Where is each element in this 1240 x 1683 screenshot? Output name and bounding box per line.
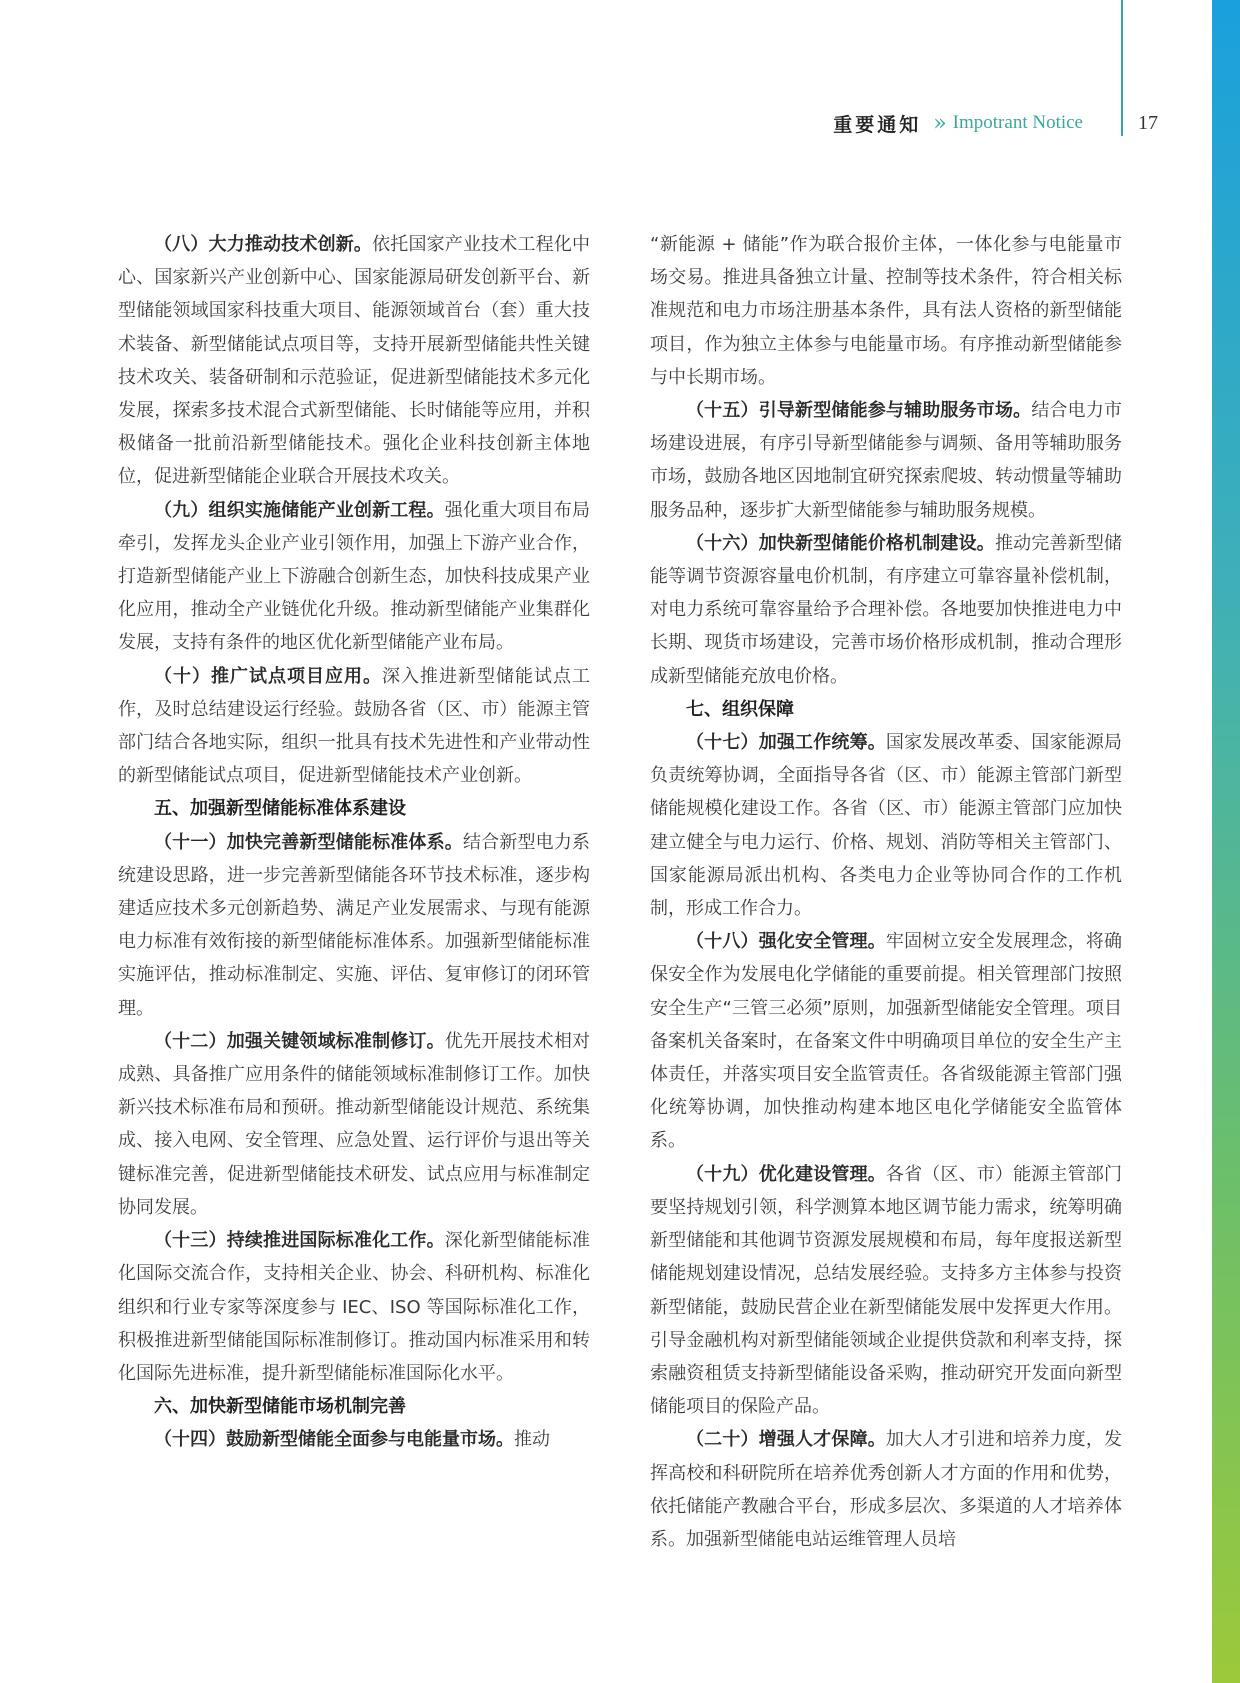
left-column: [118, 228, 590, 1457]
paragraph-text: 优先开展技术相对成熟、具备推广应用条件的储能领域标准制修订工作。加快新兴技术标准布局和预研。推动新型储能设计规范、系统集成、接入电网、安全管理、应急处置、运行评价与退出等关键标准完善，促进新型储能技术研发、试点应用与标准制定协同发展。: [118, 1030, 590, 1218]
paragraph-12: [118, 1025, 590, 1224]
paragraph-lead: （八）大力推动技术创新。: [154, 234, 373, 255]
paragraph-text: 推动完善新型储能等调节资源容量电价机制，有序建立可靠容量补偿机制，对电力系统可靠容量给予合理补偿。各地要加快推进电力中长期、现货市场建设，完善市场价格形成机制，推动合理形成新型储能充放电价格。: [650, 532, 1123, 687]
paragraph-text: 国家发展改革委、国家能源局负责统筹协调，全面指导各省（区、市）能源主管部门新型储能规模化建设工作。各省（区、市）能源主管部门应加快建立健全与电力运行、价格、规划、消防等相关主管部门、国家能源局派出机构、各类电力企业等协同合作的工作机制，形成工作合力。: [650, 732, 1123, 920]
paragraph-16: [650, 527, 1122, 693]
paragraph-lead: （九）组织实施储能产业创新工程。: [154, 499, 445, 521]
paragraph-lead: （十五）引导新型储能参与辅助服务市场。: [686, 400, 1032, 422]
paragraph-14-continued: “新能源 + 储能”作为联合报价主体，一体化参与电能量市场交易。推进具备独立计量、控制等技术条件，符合相关标准规范和电力市场注册基本条件，具有法人资格的新型储能项目，作为独立主体参与电能量市场。有序推动新型储能参与中长期市场。: [650, 234, 1122, 388]
paragraph-lead: （十四）鼓励新型储能全面参与电能量市场。: [154, 1429, 514, 1451]
section-heading-7: 七、组织保障: [686, 698, 794, 720]
paragraph-15: [650, 394, 1122, 527]
paragraph-text: 依托国家产业技术工程化中心、国家新兴产业创新中心、国家能源局研发创新平台、新型储能领域国家科技重大项目、能源领域首台（套）重大技术装备、新型储能试点项目等，支持开展新型储能共性关键技术攻关、装备研制和示范验证，促进新型储能技术多元化发展，探索多技术混合式新型储能、长时储能等应用，并积极储备一批前沿新型储能技术。强化企业科技创新主体地位，促进新型储能企业联合开展技术攻关。: [118, 234, 591, 488]
paragraph-text: 加大人才引进和培养力度，发挥高校和科研院所在培养优秀创新人才方面的作用和优势，依托储能产教融合平台，形成多层次、多渠道的人才培养体系。加强新型储能电站运维管理人员培: [650, 1429, 1123, 1550]
section-heading-6: 六、加快新型储能市场机制完善: [154, 1396, 406, 1418]
paragraph-text: 牢固树立安全发展理念，将确保安全作为发展电化学储能的重要前提。相关管理部门按照安全生产“三管三必须”原则，加强新型储能安全管理。项目备案机关备案时，在备案文件中明确项目单位的安全生产主体责任，并落实项目安全监管责任。各省级能源主管部门强化统筹协调，加快推动构建本地区电化学储能安全监管体系。: [650, 931, 1123, 1152]
paragraph-8: [118, 228, 590, 494]
paragraph-lead: （十七）加强工作统筹。: [686, 732, 886, 754]
paragraph-13: [118, 1224, 590, 1390]
header-divider-line: [1121, 0, 1123, 136]
paragraph-lead: （十六）加快新型储能价格机制建设。: [686, 532, 995, 554]
paragraph-18: [650, 925, 1122, 1157]
paragraph-lead: （十八）强化安全管理。: [686, 931, 886, 953]
header-title-cn: 重要通知: [833, 113, 922, 136]
paragraph-lead: （十二）加强关键领域标准制修订。: [154, 1030, 445, 1052]
paragraph-20: [650, 1423, 1122, 1556]
paragraph-text: 深化新型储能标准化国际交流合作，支持相关企业、协会、科研机构、标准化组织和行业专家等深度参与 IEC、ISO 等国际标准化工作，积极推进新型储能国际标准制修订。推动国内标准采用和转化国际先进标准，提升新型储能标准国际化水平。: [118, 1230, 590, 1384]
paragraph-14: [118, 1423, 590, 1456]
paragraph-19: [650, 1158, 1122, 1424]
paragraph-text: 各省（区、市）能源主管部门要坚持规划引领，科学测算本地区调节能力需求，统筹明确新型储能和其他调节资源发展规模和布局，每年度报送新型储能规划建设情况，总结发展经验。支持多方主体参与投资新型储能，鼓励民营企业在新型储能发展中发挥更大作用。引导金融机构对新型储能领域企业提供贷款和利率支持，探索融资租赁支持新型储能设备采购，推动研究开发面向新型储能项目的保险产品。: [650, 1163, 1123, 1418]
paragraph-lead: （十三）持续推进国际标准化工作。: [154, 1230, 445, 1252]
side-color-strip: [1212, 0, 1240, 1683]
right-column: [650, 228, 1122, 1556]
paragraph-lead: （十九）优化建设管理。: [686, 1163, 886, 1185]
paragraph-lead: （十一）加快完善新型储能标准体系。: [154, 831, 463, 853]
paragraph-lead: （十）推广试点项目应用。: [154, 665, 382, 687]
paragraph-lead: （二十）增强人才保障。: [686, 1429, 886, 1451]
paragraph-11: [118, 826, 590, 1025]
paragraph-17: [650, 726, 1122, 925]
double-chevron-icon: »: [933, 110, 947, 136]
page-number: 17: [1138, 112, 1158, 134]
section-heading-5: 五、加强新型储能标准体系建设: [154, 798, 406, 820]
paragraph-text: 结合电力市场建设进展，有序引导新型储能参与调频、备用等辅助服务市场，鼓励各地区因地制宜研究探索爬坡、转动惯量等辅助服务品种，逐步扩大新型储能参与辅助服务规模。: [650, 400, 1123, 521]
paragraph-10: [118, 660, 590, 793]
running-header: [833, 108, 1083, 138]
paragraph-text: 深入推进新型储能试点工作，及时总结建设运行经验。鼓励各省（区、市）能源主管部门结合各地实际，组织一批具有技术先进性和产业带动性的新型储能试点项目，促进新型储能技术产业创新。: [118, 665, 590, 787]
paragraph-text: 推动: [514, 1429, 550, 1451]
paragraph-9: [118, 494, 590, 660]
header-title-en: Impotrant Notice: [952, 112, 1083, 133]
paragraph-text: 强化重大项目布局牵引，发挥龙头企业产业引领作用，加强上下游产业合作，打造新型储能产业上下游融合创新生态，加快科技成果产业化应用，推动全产业链优化升级。推动新型储能产业集群化发展，支持有条件的地区优化新型储能产业布局。: [118, 499, 590, 654]
paragraph-text: 结合新型电力系统建设思路，进一步完善新型储能各环节技术标准，逐步构建适应技术多元创新趋势、满足产业发展需求、与现有能源电力标准有效衔接的新型储能标准体系。加强新型储能标准实施评估，推动标准制定、实施、评估、复审修订的闭环管理。: [118, 831, 591, 1019]
